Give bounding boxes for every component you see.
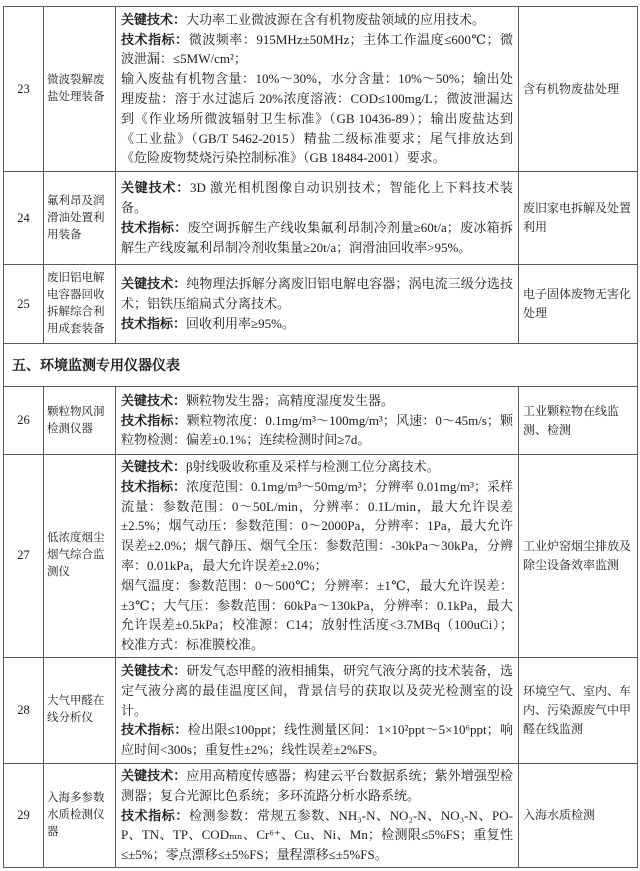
application-field: 含有机物废盐处理 xyxy=(519,7,638,172)
tech-index-label: 技术指标： xyxy=(121,722,188,738)
key-tech-text: 纯物理法拆解分离废旧铝电解电容器；涡电流三级分选技术；铝铁压缩扁式分离技术。 xyxy=(121,276,513,312)
key-tech-text: 研发气态甲醛的液相捕集，研究气液分离的技术装备，选定气液分离的最佳温度区间，背景信号的获取以及荧光检测室的设计。 xyxy=(121,662,513,718)
application-field: 工业颗粒物在线监测、检测 xyxy=(519,387,638,455)
serial-number: 25 xyxy=(4,265,44,344)
serial-number: 28 xyxy=(4,657,44,763)
serial-number: 27 xyxy=(4,455,44,658)
application-field: 入海水质检测 xyxy=(519,763,638,867)
equipment-name: 微波裂解废盐处理装备 xyxy=(44,7,116,172)
key-tech-paragraph xyxy=(121,10,513,30)
key-tech-label: 关键技术： xyxy=(121,662,187,678)
serial-number: 24 xyxy=(4,172,44,265)
tech-description xyxy=(116,387,519,455)
application-field: 工业炉窑烟尘排放及除尘设备效率监测 xyxy=(519,455,638,658)
key-tech-text: 3D 激光相机图像自动识别技术；智能化上下料技术装备。 xyxy=(121,180,513,216)
key-tech-label: 关键技术： xyxy=(121,180,191,196)
tech-index-paragraph xyxy=(121,806,513,865)
tech-index-text: 废空调拆解生产线收集氟利昂制冷剂量≥60t/a；废冰箱拆解生产线废氟利昂制冷剂收集量≥20t/a；润滑油回收率>95%。 xyxy=(121,220,513,255)
tech-index-paragraph xyxy=(121,720,513,760)
key-tech-text: 大功率工业微波源在含有机物废盐领域的应用技术。 xyxy=(186,11,486,27)
tech-index-text: 烟气温度：参数范围：0～500℃；分辨率：±1℃，最大允许误差：±3℃；大气压：参数范围：60kPa～130kPa，分辨率：0.1kPa，最大允许误差±0.5kPa；校准源：C14；放射性活度<3.7MBq（100uCi）；校准方式：标准膜校准。 xyxy=(121,577,513,653)
equipment-spec-table xyxy=(3,6,638,868)
tech-description xyxy=(116,455,519,658)
tech-index-text: 检出限≤100ppt；线性测量区间：1×10²ppt～5×10⁶ppt；响应时间<300s；重复性±2%；线性误差±2%FS。 xyxy=(121,722,513,758)
tech-index-label: 技术指标： xyxy=(121,412,187,428)
serial-number: 29 xyxy=(4,763,44,867)
equipment-name: 大气甲醛在线分析仪 xyxy=(44,657,116,763)
table-row xyxy=(4,265,638,344)
key-tech-label: 关键技术： xyxy=(121,459,187,474)
tech-index-text: 颗粒物浓度：0.1mg/m³～100mg/m³；风速：0～45m/s；颗粒物检测：偏差±0.1%；连续检测时间≥7d。 xyxy=(121,412,513,448)
table-row xyxy=(4,657,638,763)
tech-index-text: 微波频率：915MHz±50MHz；主体工作温度≤600℃；微波泄漏：≤5MW/cm²； xyxy=(121,31,513,67)
key-tech-label: 关键技术： xyxy=(121,11,187,27)
key-tech-label: 关键技术： xyxy=(121,276,187,292)
tech-index-paragraph xyxy=(121,411,513,451)
application-field: 环境空气、室内、车内、污染源废气中甲醛在线监测 xyxy=(519,657,638,763)
table-row xyxy=(4,763,638,867)
tech-description xyxy=(116,763,519,867)
tech-index-text: 回收利用率≥95%。 xyxy=(186,315,295,331)
application-field: 废旧家电拆解及处置利用 xyxy=(519,172,638,265)
tech-index-continued xyxy=(121,69,513,168)
section-header: 五、环境监测专用仪器仪表 xyxy=(4,344,638,387)
key-tech-text: β射线吸收称重及采样与检测工位分离技术。 xyxy=(186,459,440,474)
tech-index-text: 浓度范围：0.1mg/m³～50mg/m³；分辨率 0.01mg/m³；采样流量：参数范围：0～50L/min，分辨率：0.1L/min，最大允许误差±2.5%；烟气动压：参数范围：0～2000Pa，分辨率：1Pa，最大允许误差±2.0%；烟气静压、烟气全压：参数范围：-30kPa～30kPa，分辨率：0.01kPa，最大允许误差±2.0%； xyxy=(121,478,513,573)
tech-index-label: 技术指标： xyxy=(121,807,189,823)
tech-index-text: 检测参数：常规五参数、NH₃-N、NO₂-N、NO₃-N、PO-P、TN、TP、CODₘₙ、Cr⁶⁺、Cu、Ni、Mn；检测限≤5%FS；重复性≤±5%；零点漂移≤±5%FS；量程漂移≤±5%FS。 xyxy=(121,807,513,863)
section-header-row xyxy=(4,344,638,387)
key-tech-paragraph xyxy=(121,178,513,218)
tech-index-continued xyxy=(121,576,513,655)
table-row xyxy=(4,455,638,658)
key-tech-text: 颗粒物发生器；高精度湿度发生器。 xyxy=(186,392,395,408)
application-field: 电子固体废物无害化处理 xyxy=(519,265,638,344)
tech-index-paragraph xyxy=(121,30,513,70)
tech-description xyxy=(116,265,519,344)
equipment-name: 氟利昂及润滑油处置利用装备 xyxy=(44,172,116,265)
tech-description xyxy=(116,7,519,172)
tech-index-label: 技术指标： xyxy=(121,315,187,331)
key-tech-paragraph xyxy=(121,391,513,411)
tech-index-label: 技术指标： xyxy=(121,220,188,235)
key-tech-text: 应用高精度传感器；构建云平台数据系统；紫外增强型检测器；复合光源比色系统；多环流路分析水路系统。 xyxy=(121,767,513,803)
table-row xyxy=(4,387,638,455)
table-row xyxy=(4,172,638,265)
tech-index-paragraph xyxy=(121,477,513,576)
tech-description xyxy=(116,172,519,265)
key-tech-paragraph xyxy=(121,457,513,477)
key-tech-paragraph xyxy=(121,274,513,314)
tech-index-paragraph xyxy=(121,218,513,258)
equipment-name: 入海多参数水质检测仪器 xyxy=(44,763,116,867)
tech-index-text: 输入废盐有机物含量：10%～30%，水分含量：10%～50%；输出处理废盐：溶于水过滤后 20%浓度溶液：COD≤100mg/L；微波泄漏达到《作业场所微波辐射卫生标准》（GB 10436-89）；输出废盐达到《工业盐》（GB/T 5462-2015）精盐二级标准要求；尾气排放达到《危险废物焚烧污染控制标准》（GB 18484-2001）要求。 xyxy=(121,71,513,166)
equipment-name: 废旧铝电解电容器回收拆解综合利用成套装备 xyxy=(44,265,116,344)
key-tech-label: 关键技术： xyxy=(121,392,187,408)
tech-description xyxy=(116,657,519,763)
equipment-name: 低浓度烟尘烟气综合监测仪 xyxy=(44,455,116,658)
key-tech-paragraph xyxy=(121,661,513,720)
serial-number: 26 xyxy=(4,387,44,455)
equipment-name: 颗粒物风洞检测仪器 xyxy=(44,387,116,455)
serial-number: 23 xyxy=(4,7,44,172)
tech-index-label: 技术指标： xyxy=(121,478,187,494)
key-tech-paragraph xyxy=(121,766,513,806)
tech-index-label: 技术指标： xyxy=(121,31,189,47)
table-row xyxy=(4,7,638,172)
tech-index-paragraph xyxy=(121,314,513,334)
key-tech-label: 关键技术： xyxy=(121,767,187,783)
